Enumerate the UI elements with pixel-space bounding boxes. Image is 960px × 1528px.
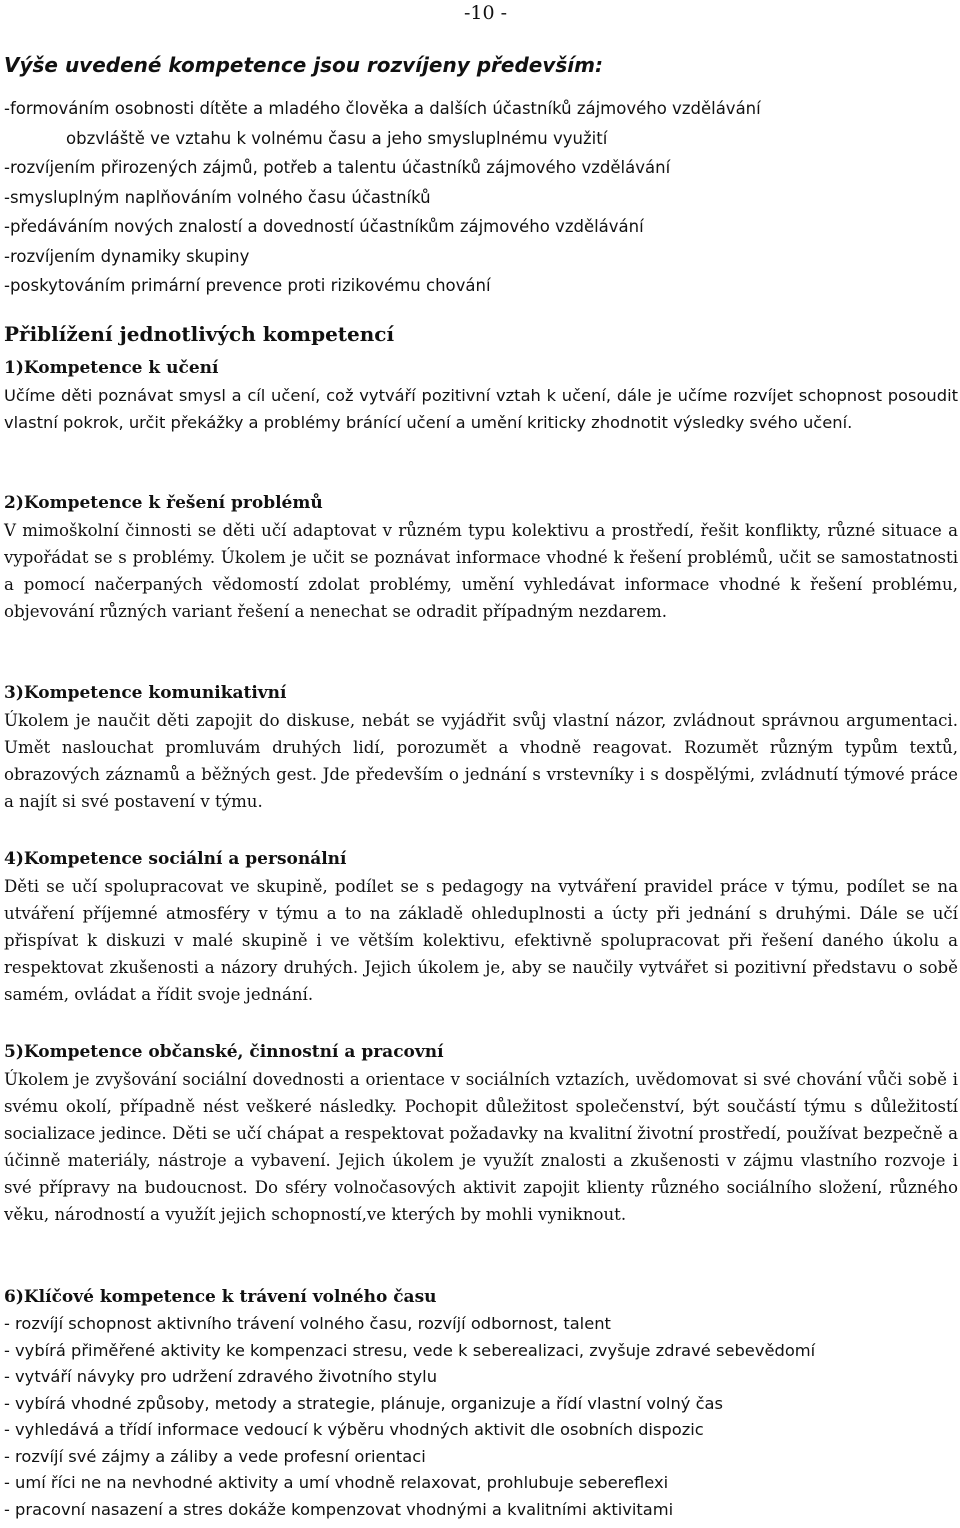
section-learning — [4, 355, 958, 436]
bullet-line: -smysluplným naplňováním volného času účastníků — [4, 187, 431, 207]
list-item: - umí říci ne na nevhodné aktivity a umí vhodně relaxovat, prohlubuje sebereflexi — [4, 1473, 669, 1492]
section-title: 4)Kompetence sociální a personální — [4, 849, 347, 869]
list-item: - rozvíjí své zájmy a záliby a vede profesní orientaci — [4, 1446, 426, 1466]
bullet-line-continuation: obzvláště ve vztahu k volnému času a jeho smysluplnému využití — [66, 128, 608, 148]
bullet-line: -rozvíjením přirozených zájmů, potřeb a talentu účastníků zájmového vzdělávání — [4, 158, 671, 177]
section-title: 1)Kompetence k učení — [4, 358, 219, 378]
section-civic-work — [4, 1039, 958, 1228]
list-item: - vytváří návyky pro udržení zdravého životního stylu — [4, 1367, 438, 1386]
bullet-line: -formováním osobnosti dítěte a mladého člověka a dalších účastníků zájmového vzdělávání — [4, 99, 761, 118]
section-title: 6)Klíčové kompetence k trávení volného času — [4, 1287, 437, 1307]
list-item: - vybírá vhodné způsoby, metody a strategie, plánuje, organizuje a řídí vlastní volný čas — [4, 1393, 723, 1413]
section-social-personal — [4, 846, 958, 1008]
bullet-line: -předáváním nových znalostí a dovedností účastníkům zájmového vzdělávání — [4, 217, 644, 236]
section-communication — [4, 680, 958, 815]
section-title: 3)Kompetence komunikativní — [4, 683, 287, 703]
sub-heading: Přiblížení jednotlivých kompetencí — [4, 322, 395, 346]
section-free-time — [4, 1284, 958, 1523]
list-item: - pracovní nasazení a stres dokáže kompenzovat vhodnými a kvalitními aktivitami — [4, 1499, 674, 1519]
list-item: - rozvíjí schopnost aktivního trávení volného času, rozvíjí odbornost, talent — [4, 1314, 611, 1333]
section-body: V mimoškolní činnosti se děti učí adaptovat v různém typu kolektivu a prostředí, řešit konflikty, různé situace a vypořádat se s problémy. Úkolem je učit se poznávat informace vhodné k řešení problémů, učit se samostatnosti a pomocí načerpaných vědomostí zdolat problémy, umění vyhledávat informace vhodné k řešení problému, objevování různých variant řešení a nenechat se odradit případným nezdarem. — [4, 521, 958, 621]
page-number: -10 - — [464, 2, 508, 24]
section-body: Učíme děti poznávat smysl a cíl učení, což vytváří pozitivní vztah k učení, dále je učíme rozvíjet schopnost posoudit vlastní pokrok, určit překážky a problémy bránící učení a umění kriticky zhodnotit výsledky svého učení. — [4, 386, 958, 432]
free-time-item-list — [4, 1311, 958, 1523]
section-body: Děti se učí spolupracovat ve skupině, podílet se s pedagogy na vytváření pravidel práce v týmu, podílet se na utváření příjemné atmosféry v týmu a to na základě ohleduplnosti a úcty při jednání s druhými. Dále se učí přispívat k diskuzi v malé skupině i ve větším kolektivu, efektivně spolupracovat při řešení daného úkolu a respektovat zkušenosti a názory druhých. Jejich úkolem je, aby se naučily vytvářet si pozitivní představu o sobě samém, ovládat a řídit svoje jednání. — [4, 877, 958, 1004]
list-item: - vybírá přiměřené aktivity ke kompenzaci stresu, vede k seberealizaci, zvyšuje zdravé sebevědomí — [4, 1340, 816, 1360]
competence-bullet-list — [4, 94, 761, 301]
section-title: 5)Kompetence občanské, činnostní a pracovní — [4, 1042, 444, 1062]
bullet-line: -rozvíjením dynamiky skupiny — [4, 246, 250, 266]
section-problem-solving — [4, 490, 958, 625]
section-body: Úkolem je zvyšování sociální dovednosti a orientace v sociálních vztazích, uvědomovat si své chování vůči sobě i svému okolí, případně nést veškeré následky. Pochopit důležitost společenství, být součástí týmu s důležitostí socializace jedince. Děti se učí chápat a respektovat požadavky na kvalitní životní prostředí, používat bezpečně a účinně materiály, nástroje a vybavení. Jejich úkolem je využít znalosti a zkušenosti v zájmu vlastního rozvoje i své přípravy na budoucnost. Do sféry volnočasových aktivit zapojit klienty různého sociálního složení, různého věku, národností a využít jejich schopností,ve kterých by mohli vyniknout. — [4, 1070, 958, 1224]
main-heading: Výše uvedené kompetence jsou rozvíjeny především: — [4, 53, 603, 77]
list-item: - vyhledává a třídí informace vedoucí k výběru vhodných aktivit dle osobních dispozic — [4, 1420, 704, 1439]
section-title: 2)Kompetence k řešení problémů — [4, 493, 323, 513]
section-body: Úkolem je naučit děti zapojit do diskuse, nebát se vyjádřit svůj vlastní názor, zvládnout správnou argumentaci. Umět naslouchat promluvám druhých lidí, porozumět a vhodně reagovat. Rozumět různým typům textů, obrazových záznamů a běžných gest. Jde především o jednání s vrstevníky i s dospělými, zvládnutí týmové práce a najít si své postavení v týmu. — [4, 711, 958, 811]
bullet-line: -poskytováním primární prevence proti rizikovému chování — [4, 276, 491, 295]
